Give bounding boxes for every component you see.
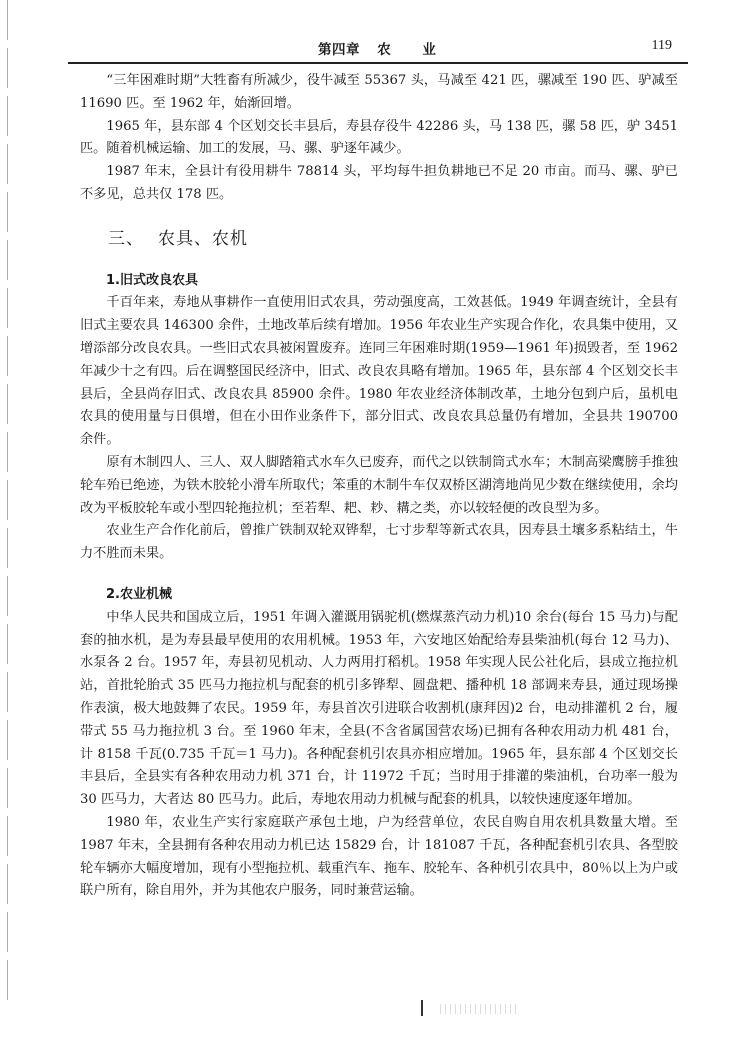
paragraph: 原有木制四人、三人、双人脚踏箱式水车久已废弃，而代之以铁制筒式水车；木制高梁鹰膀手推独轮车殆已绝迹，为铁木胶轮小滑车所取代；笨重的木制牛车仅双桥区湖湾地尚见少数在继续使用，余均改为平板胶轮车或小型四轮拖拉机；至若犁、耙、耖、耩之类，亦以较轻便的改良型为多。 (80, 454, 678, 516)
section-title: 农具、农机 (158, 228, 248, 249)
paragraph: 农业生产合作化前后，曾推广铁制双轮双铧犁，七寸步犁等新式农具，因寿县土壤多系粘结土，牛力不胜而未果。 (80, 523, 678, 562)
paragraph: 1965 年，县东部 4 个区划交长丰县后，寿县存役牛 42286 头，马 138 匹，骡 58 匹，驴 3451 匹。随着机械运输、加工的发展，马、骡、驴逐年减少。 (80, 118, 678, 157)
page-number: 119 (651, 38, 672, 53)
header-rule (68, 62, 688, 64)
paragraph: “三年困难时期”大牲畜有所减少，役牛减至 55367 头，马减至 421 匹，骡减至 190 匹、驴减至 11690 匹。至 1962 年，始渐回增。 (80, 73, 678, 111)
chapter-title-part2: 业 (422, 42, 437, 58)
running-head (318, 38, 448, 58)
scan-noise (440, 1004, 520, 1014)
paragraph: 千百年来，寿地从事耕作一直使用旧式农具，劳动强度高，工效甚低。1949 年调查统计，全县有旧式主要农具 146300 余件，土地改革后续有增加。1956 年农业生产实现合作化，农具集中使用，又增添部分改良农具。一些旧式农具被闲置废弃。连同三年困难时期(1959—1961 年)损毁者，至 1962 年减少十之有四。后在调整国民经济中，旧式、改良农具略有增加。1965 年，县东部 4 个区划交长丰县后，全县尚存旧式、改良农具 85900 余件。1980 年农业经济体制改革，土地分包到户后，虽机电农具的使用量与日俱增，但在小田作业条件下，部分旧式、改良农具总量仍有增加，全县共 190700 余件。 (80, 295, 678, 448)
paragraph: 1987 年末，全县计有役用耕牛 78814 头，平均每牛担负耕地已不足 20 市亩。而马、骡、驴已不多见，总共仅 178 匹。 (80, 164, 678, 202)
paragraph: 中华人民共和国成立后，1951 年调入灌溉用锅驼机(燃煤蒸汽动力机)10 余台(每台 15 马力)与配套的抽水机，是为寿县最早使用的农用机械。1953 年，六安地区始配给寿县柴油机(每台 12 马力)、水泵各 2 台。1957 年，寿县初见机动、人力两用打稻机。1958 年实现人民公社化后，县成立拖拉机站，首批轮胎式 35 匹马力拖拉机与配套的机引多铧犁、圆盘耙、播种机 18 部调来寿县，通过现场操作表演，极大地鼓舞了农民。1959 年，寿县首次引进联合收割机(康拜因)2 台，电动排灌机 2 台，履带式 55 马力拖拉机 3 台。至 1960 年末，全县(不含省属国营农场)已拥有各种农用动力机 481 台，计 8158 千瓦(0.735 千瓦＝1 马力)。各种配套机引农具亦相应增加。1965 年，县东部 4 个区划交长丰县后，全县实有各种农用动力机 371 台，计 11972 千瓦；当时用于排灌的柴油机，台功率一般为 30 匹马力，大者达 80 匹马力。此后，寿地农用动力机械与配套的机具，以较快速度逐年增加。 (80, 609, 678, 808)
chapter-label: 第四章 (318, 42, 360, 58)
body-text (80, 70, 678, 903)
section-heading (108, 228, 678, 251)
subsection-heading: 2.农业机械 (106, 586, 172, 602)
scan-edge-artifact (7, 0, 8, 1000)
section-number: 三、 (108, 228, 144, 249)
page-header (68, 38, 688, 58)
subsection-heading: 1.旧式改良农具 (106, 272, 198, 288)
scan-mark (421, 1000, 423, 1016)
paragraph: 1980 年，农业生产实行家庭联产承包土地，户为经营单位，农民自购自用农机具数量大增。至 1987 年末，全县拥有各种农用动力机已达 15829 台，计 181087 千瓦，各种配套机引农具、各型胶轮车辆亦大幅度增加，现有小型拖拉机、载重汽车、拖车、胶轮车、各种机引农具中，80％以上为户或联户所有，除自用外，并为其他农户服务，同时兼营运输。 (80, 814, 678, 899)
chapter-title-part1: 农 (377, 42, 392, 58)
